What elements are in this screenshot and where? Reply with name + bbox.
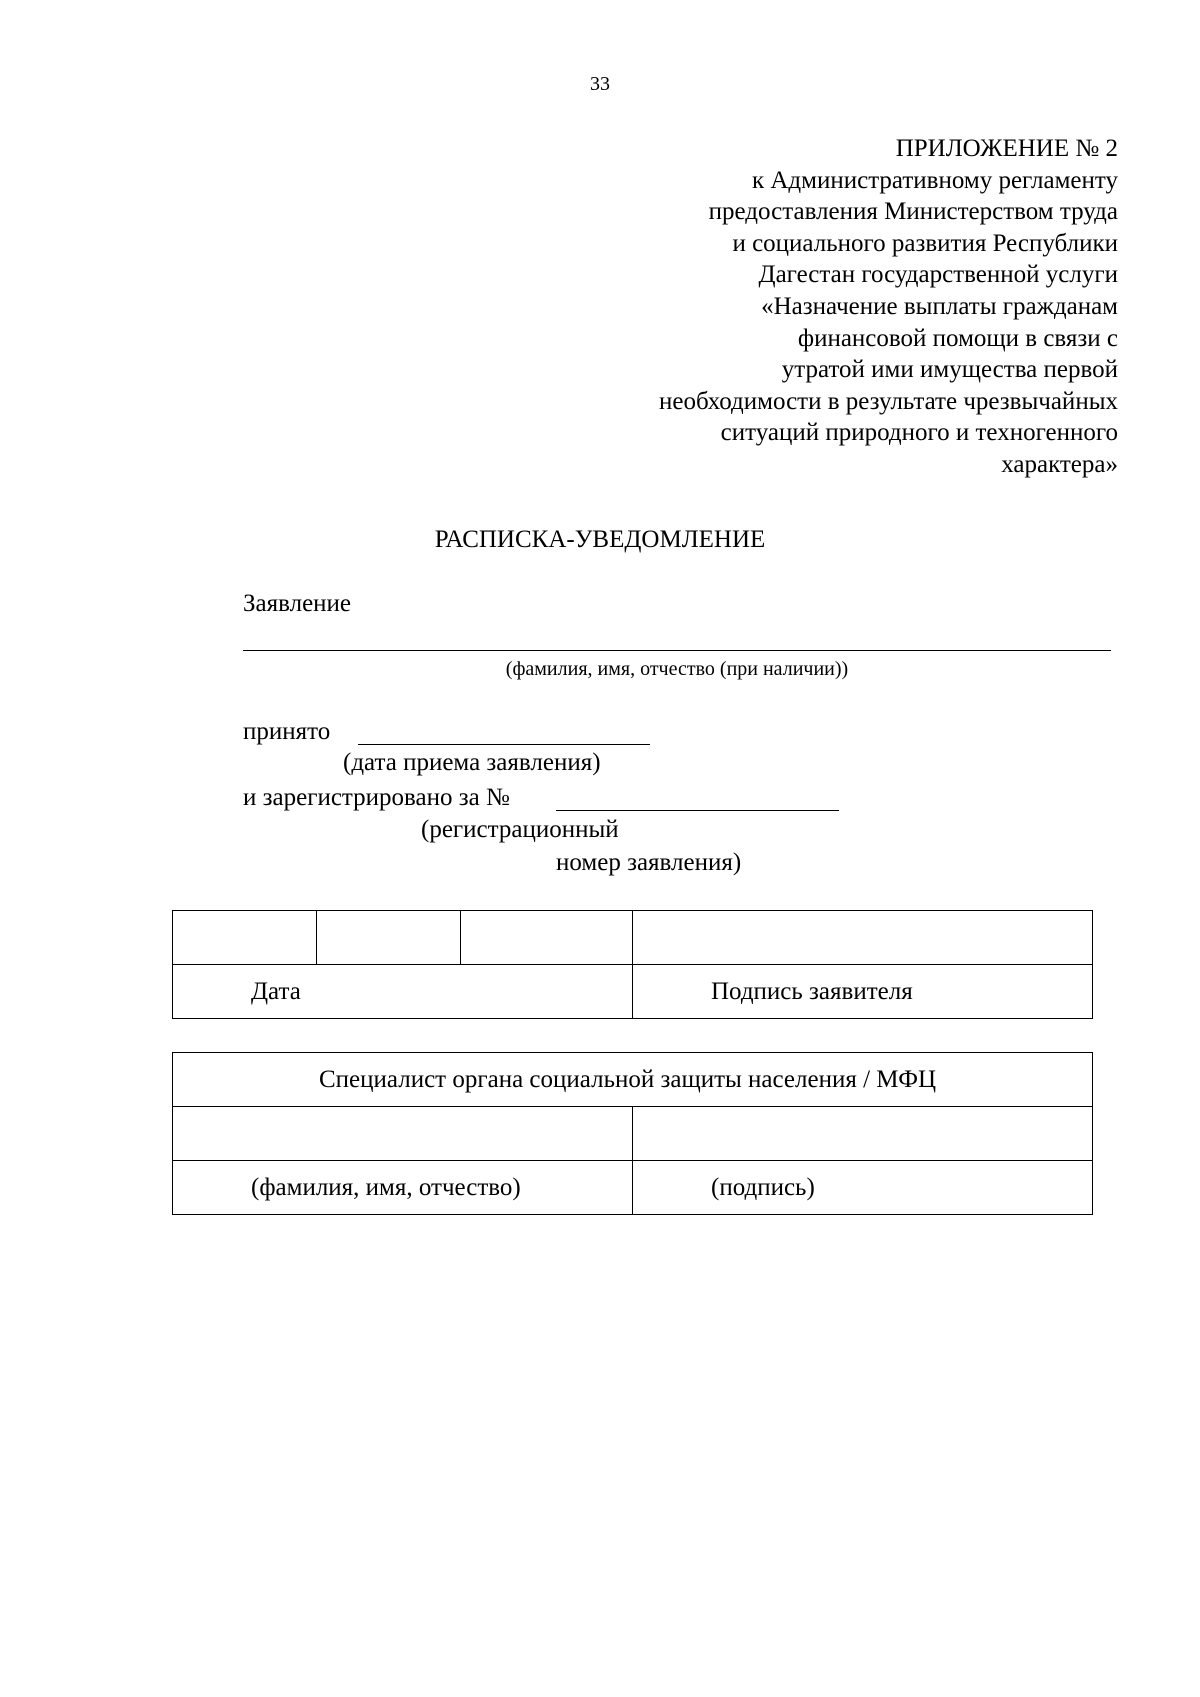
- appendix-line: утратой ими имущества первой: [781, 356, 1118, 384]
- date-month-cell[interactable]: [317, 911, 461, 965]
- accepted-date-line[interactable]: [358, 744, 650, 745]
- appendix-line: Дагестан государственной услуги: [758, 261, 1118, 289]
- applicant-table: [172, 910, 1093, 1019]
- applicant-signature-label: Подпись заявителя: [711, 977, 913, 1005]
- appendix-line: ПРИЛОЖЕНИЕ № 2: [895, 135, 1118, 162]
- registration-number-line[interactable]: [556, 810, 839, 811]
- registered-label: и зарегистрировано за №: [243, 784, 510, 811]
- specialist-table: [172, 1052, 1093, 1215]
- applicant-signature-cell[interactable]: [633, 911, 1093, 965]
- application-label: Заявление: [243, 590, 352, 617]
- appendix-line: и социального развития Республики: [732, 229, 1118, 257]
- document-title: РАСПИСКА-УВЕДОМЛЕНИЕ: [434, 526, 766, 553]
- accepted-label: принято: [243, 718, 331, 745]
- specialist-name-label: (фамилия, имя, отчество): [251, 1173, 521, 1201]
- specialist-signature-label: (подпись): [711, 1173, 815, 1201]
- date-label-cell: [173, 965, 633, 1019]
- appendix-line: ситуаций природного и техногенного: [720, 419, 1118, 447]
- specialist-header-cell: [173, 1053, 1093, 1107]
- specialist-signature-label-cell: [633, 1161, 1093, 1215]
- appendix-line: характера»: [1001, 450, 1118, 478]
- accepted-date-hint: (дата приема заявления): [343, 749, 601, 776]
- date-day-cell[interactable]: [173, 911, 317, 965]
- applicant-name-line[interactable]: [243, 650, 1111, 651]
- specialist-header: Специалист органа социальной защиты населения / МФЦ: [319, 1065, 937, 1093]
- specialist-signature-cell[interactable]: [633, 1107, 1093, 1161]
- registration-number-hint-2: номер заявления): [556, 849, 742, 876]
- signature-label-cell: [633, 965, 1093, 1019]
- appendix-line: финансовой помощи в связи с: [797, 324, 1118, 352]
- registration-number-hint-1: (регистрационный: [421, 816, 619, 843]
- specialist-name-cell[interactable]: [173, 1107, 633, 1161]
- appendix-line: «Назначение выплаты гражданам: [761, 292, 1118, 320]
- applicant-name-hint: (фамилия, имя, отчество (при наличии)): [505, 658, 849, 680]
- appendix-line: к Административному регламенту: [751, 166, 1118, 194]
- date-year-cell[interactable]: [461, 911, 633, 965]
- date-label: Дата: [251, 977, 301, 1005]
- appendix-line: необходимости в результате чрезвычайных: [658, 387, 1118, 415]
- appendix-line: предоставления Министерством труда: [708, 198, 1118, 226]
- page-number: 33: [590, 73, 610, 95]
- appendix-block: [659, 133, 1118, 481]
- specialist-name-label-cell: [173, 1161, 633, 1215]
